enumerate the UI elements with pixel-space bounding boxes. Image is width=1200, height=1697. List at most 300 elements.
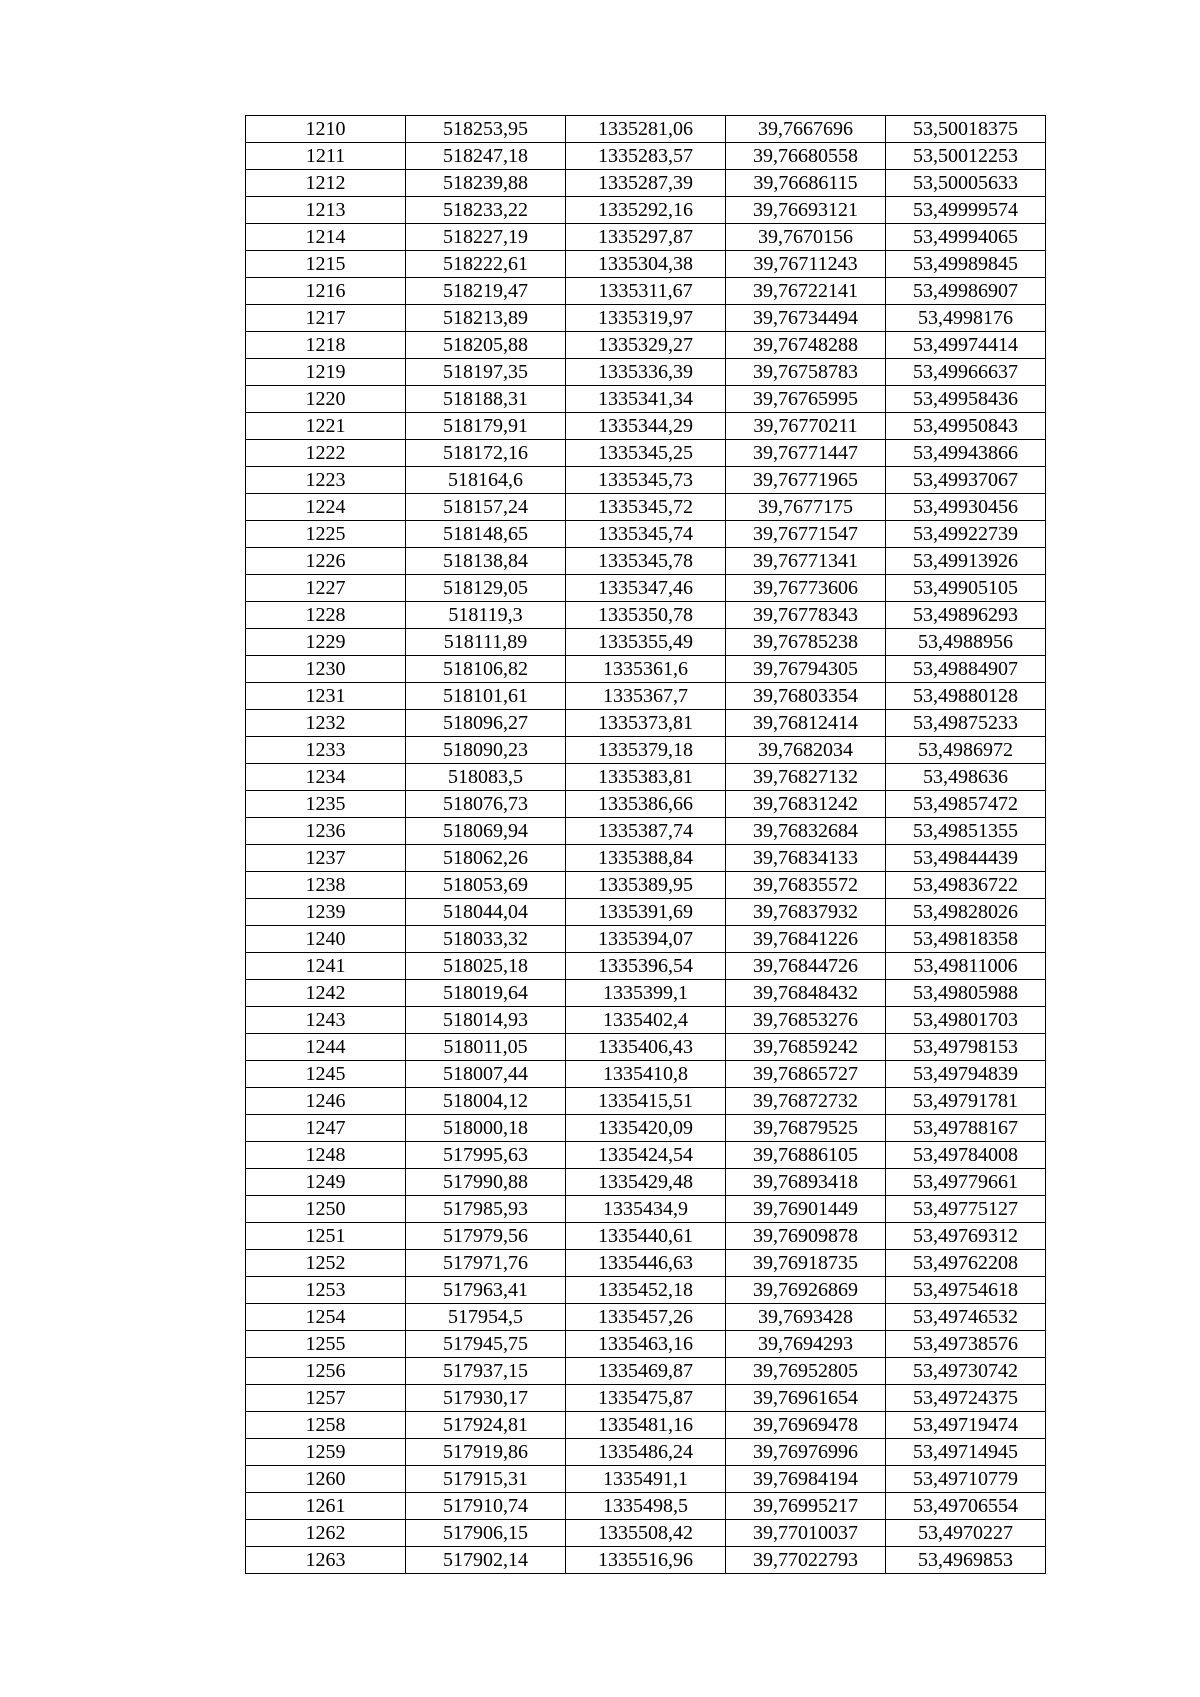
x-coordinate-cell: 517902,14 [406, 1547, 566, 1574]
latitude-cell: 53,49769312 [886, 1223, 1046, 1250]
x-coordinate-cell: 517990,88 [406, 1169, 566, 1196]
longitude-cell: 39,76969478 [726, 1412, 886, 1439]
point-number-cell: 1254 [246, 1304, 406, 1331]
longitude-cell: 39,76831242 [726, 791, 886, 818]
x-coordinate-cell: 518219,47 [406, 278, 566, 305]
y-coordinate-cell: 1335399,1 [566, 980, 726, 1007]
table-row [246, 926, 1046, 953]
latitude-cell: 53,49794839 [886, 1061, 1046, 1088]
x-coordinate-cell: 518213,89 [406, 305, 566, 332]
latitude-cell: 53,49788167 [886, 1115, 1046, 1142]
longitude-cell: 39,76872732 [726, 1088, 886, 1115]
longitude-cell: 39,76770211 [726, 413, 886, 440]
point-number-cell: 1226 [246, 548, 406, 575]
longitude-cell: 39,76952805 [726, 1358, 886, 1385]
latitude-cell: 53,49714945 [886, 1439, 1046, 1466]
table-row [246, 683, 1046, 710]
y-coordinate-cell: 1335420,09 [566, 1115, 726, 1142]
point-number-cell: 1227 [246, 575, 406, 602]
x-coordinate-cell: 517915,31 [406, 1466, 566, 1493]
x-coordinate-cell: 517906,15 [406, 1520, 566, 1547]
longitude-cell: 39,7667696 [726, 116, 886, 143]
longitude-cell: 39,76773606 [726, 575, 886, 602]
latitude-cell: 53,49724375 [886, 1385, 1046, 1412]
latitude-cell: 53,49798153 [886, 1034, 1046, 1061]
longitude-cell: 39,76909878 [726, 1223, 886, 1250]
point-number-cell: 1239 [246, 899, 406, 926]
point-number-cell: 1234 [246, 764, 406, 791]
x-coordinate-cell: 518239,88 [406, 170, 566, 197]
longitude-cell: 39,76918735 [726, 1250, 886, 1277]
latitude-cell: 53,49922739 [886, 521, 1046, 548]
y-coordinate-cell: 1335379,18 [566, 737, 726, 764]
table-row [246, 1412, 1046, 1439]
x-coordinate-cell: 517924,81 [406, 1412, 566, 1439]
longitude-cell: 39,76926869 [726, 1277, 886, 1304]
table-row [246, 305, 1046, 332]
table-row [246, 1196, 1046, 1223]
y-coordinate-cell: 1335475,87 [566, 1385, 726, 1412]
latitude-cell: 53,498636 [886, 764, 1046, 791]
latitude-cell: 53,49974414 [886, 332, 1046, 359]
point-number-cell: 1225 [246, 521, 406, 548]
latitude-cell: 53,50018375 [886, 116, 1046, 143]
point-number-cell: 1245 [246, 1061, 406, 1088]
y-coordinate-cell: 1335283,57 [566, 143, 726, 170]
latitude-cell: 53,49754618 [886, 1277, 1046, 1304]
longitude-cell: 39,76693121 [726, 197, 886, 224]
point-number-cell: 1211 [246, 143, 406, 170]
y-coordinate-cell: 1335516,96 [566, 1547, 726, 1574]
latitude-cell: 53,49746532 [886, 1304, 1046, 1331]
table-row [246, 1007, 1046, 1034]
point-number-cell: 1249 [246, 1169, 406, 1196]
latitude-cell: 53,49857472 [886, 791, 1046, 818]
x-coordinate-cell: 517963,41 [406, 1277, 566, 1304]
y-coordinate-cell: 1335429,48 [566, 1169, 726, 1196]
x-coordinate-cell: 518101,61 [406, 683, 566, 710]
point-number-cell: 1251 [246, 1223, 406, 1250]
latitude-cell: 53,49930456 [886, 494, 1046, 521]
table-row [246, 602, 1046, 629]
longitude-cell: 39,76734494 [726, 305, 886, 332]
longitude-cell: 39,7682034 [726, 737, 886, 764]
point-number-cell: 1243 [246, 1007, 406, 1034]
x-coordinate-cell: 518188,31 [406, 386, 566, 413]
latitude-cell: 53,49791781 [886, 1088, 1046, 1115]
coordinates-table [245, 115, 1046, 1574]
y-coordinate-cell: 1335387,74 [566, 818, 726, 845]
table-row [246, 1223, 1046, 1250]
y-coordinate-cell: 1335345,73 [566, 467, 726, 494]
latitude-cell: 53,4986972 [886, 737, 1046, 764]
y-coordinate-cell: 1335481,16 [566, 1412, 726, 1439]
y-coordinate-cell: 1335345,72 [566, 494, 726, 521]
y-coordinate-cell: 1335341,34 [566, 386, 726, 413]
y-coordinate-cell: 1335345,74 [566, 521, 726, 548]
latitude-cell: 53,49762208 [886, 1250, 1046, 1277]
x-coordinate-cell: 518222,61 [406, 251, 566, 278]
latitude-cell: 53,49880128 [886, 683, 1046, 710]
x-coordinate-cell: 518164,6 [406, 467, 566, 494]
latitude-cell: 53,4969853 [886, 1547, 1046, 1574]
table-row [246, 494, 1046, 521]
table-row [246, 251, 1046, 278]
y-coordinate-cell: 1335486,24 [566, 1439, 726, 1466]
point-number-cell: 1244 [246, 1034, 406, 1061]
longitude-cell: 39,76812414 [726, 710, 886, 737]
y-coordinate-cell: 1335345,25 [566, 440, 726, 467]
y-coordinate-cell: 1335347,46 [566, 575, 726, 602]
y-coordinate-cell: 1335491,1 [566, 1466, 726, 1493]
point-number-cell: 1253 [246, 1277, 406, 1304]
point-number-cell: 1230 [246, 656, 406, 683]
latitude-cell: 53,49905105 [886, 575, 1046, 602]
latitude-cell: 53,49999574 [886, 197, 1046, 224]
latitude-cell: 53,49989845 [886, 251, 1046, 278]
point-number-cell: 1222 [246, 440, 406, 467]
latitude-cell: 53,49966637 [886, 359, 1046, 386]
latitude-cell: 53,49730742 [886, 1358, 1046, 1385]
table-row [246, 1088, 1046, 1115]
table-row [246, 1466, 1046, 1493]
table-row [246, 1061, 1046, 1088]
point-number-cell: 1221 [246, 413, 406, 440]
latitude-cell: 53,49805988 [886, 980, 1046, 1007]
x-coordinate-cell: 518129,05 [406, 575, 566, 602]
latitude-cell: 53,49851355 [886, 818, 1046, 845]
y-coordinate-cell: 1335386,66 [566, 791, 726, 818]
point-number-cell: 1236 [246, 818, 406, 845]
table-row [246, 980, 1046, 1007]
point-number-cell: 1262 [246, 1520, 406, 1547]
latitude-cell: 53,50005633 [886, 170, 1046, 197]
x-coordinate-cell: 518053,69 [406, 872, 566, 899]
point-number-cell: 1241 [246, 953, 406, 980]
y-coordinate-cell: 1335498,5 [566, 1493, 726, 1520]
longitude-cell: 39,76778343 [726, 602, 886, 629]
y-coordinate-cell: 1335457,26 [566, 1304, 726, 1331]
x-coordinate-cell: 518062,26 [406, 845, 566, 872]
table-row [246, 521, 1046, 548]
latitude-cell: 53,49994065 [886, 224, 1046, 251]
latitude-cell: 53,49775127 [886, 1196, 1046, 1223]
longitude-cell: 39,76785238 [726, 629, 886, 656]
longitude-cell: 39,7677175 [726, 494, 886, 521]
point-number-cell: 1212 [246, 170, 406, 197]
y-coordinate-cell: 1335373,81 [566, 710, 726, 737]
table-row [246, 332, 1046, 359]
latitude-cell: 53,4998176 [886, 305, 1046, 332]
point-number-cell: 1235 [246, 791, 406, 818]
longitude-cell: 39,76771547 [726, 521, 886, 548]
table-row [246, 1142, 1046, 1169]
longitude-cell: 39,76853276 [726, 1007, 886, 1034]
x-coordinate-cell: 518014,93 [406, 1007, 566, 1034]
y-coordinate-cell: 1335319,97 [566, 305, 726, 332]
y-coordinate-cell: 1335344,29 [566, 413, 726, 440]
y-coordinate-cell: 1335350,78 [566, 602, 726, 629]
point-number-cell: 1256 [246, 1358, 406, 1385]
latitude-cell: 53,49738576 [886, 1331, 1046, 1358]
latitude-cell: 53,50012253 [886, 143, 1046, 170]
point-number-cell: 1229 [246, 629, 406, 656]
point-number-cell: 1213 [246, 197, 406, 224]
point-number-cell: 1260 [246, 1466, 406, 1493]
point-number-cell: 1215 [246, 251, 406, 278]
x-coordinate-cell: 517910,74 [406, 1493, 566, 1520]
table-row [246, 1034, 1046, 1061]
point-number-cell: 1247 [246, 1115, 406, 1142]
latitude-cell: 53,49779661 [886, 1169, 1046, 1196]
table-row [246, 1520, 1046, 1547]
table-row [246, 224, 1046, 251]
latitude-cell: 53,49913926 [886, 548, 1046, 575]
latitude-cell: 53,49784008 [886, 1142, 1046, 1169]
x-coordinate-cell: 518119,3 [406, 602, 566, 629]
latitude-cell: 53,49801703 [886, 1007, 1046, 1034]
x-coordinate-cell: 517930,17 [406, 1385, 566, 1412]
x-coordinate-cell: 518000,18 [406, 1115, 566, 1142]
longitude-cell: 39,76848432 [726, 980, 886, 1007]
point-number-cell: 1246 [246, 1088, 406, 1115]
point-number-cell: 1233 [246, 737, 406, 764]
longitude-cell: 39,76837932 [726, 899, 886, 926]
x-coordinate-cell: 517971,76 [406, 1250, 566, 1277]
point-number-cell: 1257 [246, 1385, 406, 1412]
y-coordinate-cell: 1335394,07 [566, 926, 726, 953]
coordinates-table-body [246, 116, 1046, 1574]
table-row [246, 1358, 1046, 1385]
y-coordinate-cell: 1335329,27 [566, 332, 726, 359]
table-row [246, 1304, 1046, 1331]
longitude-cell: 39,76827132 [726, 764, 886, 791]
y-coordinate-cell: 1335410,8 [566, 1061, 726, 1088]
point-number-cell: 1259 [246, 1439, 406, 1466]
point-number-cell: 1228 [246, 602, 406, 629]
table-row [246, 1493, 1046, 1520]
latitude-cell: 53,49896293 [886, 602, 1046, 629]
table-row [246, 1115, 1046, 1142]
longitude-cell: 39,76865727 [726, 1061, 886, 1088]
y-coordinate-cell: 1335406,43 [566, 1034, 726, 1061]
y-coordinate-cell: 1335391,69 [566, 899, 726, 926]
latitude-cell: 53,49710779 [886, 1466, 1046, 1493]
x-coordinate-cell: 518148,65 [406, 521, 566, 548]
table-row [246, 1439, 1046, 1466]
table-row [246, 575, 1046, 602]
table-row [246, 629, 1046, 656]
table-row [246, 953, 1046, 980]
x-coordinate-cell: 518111,89 [406, 629, 566, 656]
longitude-cell: 39,7693428 [726, 1304, 886, 1331]
x-coordinate-cell: 518044,04 [406, 899, 566, 926]
y-coordinate-cell: 1335336,39 [566, 359, 726, 386]
table-row [246, 143, 1046, 170]
y-coordinate-cell: 1335311,67 [566, 278, 726, 305]
table-row [246, 1547, 1046, 1574]
longitude-cell: 39,76995217 [726, 1493, 886, 1520]
y-coordinate-cell: 1335388,84 [566, 845, 726, 872]
longitude-cell: 39,76841226 [726, 926, 886, 953]
x-coordinate-cell: 517937,15 [406, 1358, 566, 1385]
y-coordinate-cell: 1335281,06 [566, 116, 726, 143]
point-number-cell: 1231 [246, 683, 406, 710]
point-number-cell: 1210 [246, 116, 406, 143]
y-coordinate-cell: 1335508,42 [566, 1520, 726, 1547]
latitude-cell: 53,49844439 [886, 845, 1046, 872]
x-coordinate-cell: 518247,18 [406, 143, 566, 170]
y-coordinate-cell: 1335452,18 [566, 1277, 726, 1304]
y-coordinate-cell: 1335297,87 [566, 224, 726, 251]
longitude-cell: 39,76976996 [726, 1439, 886, 1466]
latitude-cell: 53,49828026 [886, 899, 1046, 926]
x-coordinate-cell: 518227,19 [406, 224, 566, 251]
x-coordinate-cell: 518069,94 [406, 818, 566, 845]
y-coordinate-cell: 1335304,38 [566, 251, 726, 278]
table-row [246, 656, 1046, 683]
y-coordinate-cell: 1335446,63 [566, 1250, 726, 1277]
x-coordinate-cell: 518233,22 [406, 197, 566, 224]
longitude-cell: 39,76748288 [726, 332, 886, 359]
x-coordinate-cell: 518179,91 [406, 413, 566, 440]
y-coordinate-cell: 1335402,4 [566, 1007, 726, 1034]
table-row [246, 386, 1046, 413]
latitude-cell: 53,49937067 [886, 467, 1046, 494]
x-coordinate-cell: 517919,86 [406, 1439, 566, 1466]
longitude-cell: 39,76680558 [726, 143, 886, 170]
longitude-cell: 39,76844726 [726, 953, 886, 980]
longitude-cell: 39,76771341 [726, 548, 886, 575]
latitude-cell: 53,49943866 [886, 440, 1046, 467]
latitude-cell: 53,49884907 [886, 656, 1046, 683]
longitude-cell: 39,76686115 [726, 170, 886, 197]
longitude-cell: 39,76771447 [726, 440, 886, 467]
x-coordinate-cell: 518096,27 [406, 710, 566, 737]
point-number-cell: 1263 [246, 1547, 406, 1574]
point-number-cell: 1248 [246, 1142, 406, 1169]
point-number-cell: 1238 [246, 872, 406, 899]
point-number-cell: 1219 [246, 359, 406, 386]
latitude-cell: 53,4988956 [886, 629, 1046, 656]
longitude-cell: 39,76803354 [726, 683, 886, 710]
latitude-cell: 53,49836722 [886, 872, 1046, 899]
longitude-cell: 39,76879525 [726, 1115, 886, 1142]
point-number-cell: 1242 [246, 980, 406, 1007]
longitude-cell: 39,76961654 [726, 1385, 886, 1412]
table-row [246, 764, 1046, 791]
y-coordinate-cell: 1335463,16 [566, 1331, 726, 1358]
x-coordinate-cell: 517954,5 [406, 1304, 566, 1331]
x-coordinate-cell: 518019,64 [406, 980, 566, 1007]
x-coordinate-cell: 518083,5 [406, 764, 566, 791]
table-row [246, 872, 1046, 899]
longitude-cell: 39,76835572 [726, 872, 886, 899]
point-number-cell: 1217 [246, 305, 406, 332]
longitude-cell: 39,76834133 [726, 845, 886, 872]
point-number-cell: 1214 [246, 224, 406, 251]
latitude-cell: 53,49818358 [886, 926, 1046, 953]
x-coordinate-cell: 517945,75 [406, 1331, 566, 1358]
table-row [246, 845, 1046, 872]
y-coordinate-cell: 1335424,54 [566, 1142, 726, 1169]
x-coordinate-cell: 518025,18 [406, 953, 566, 980]
table-row [246, 1250, 1046, 1277]
y-coordinate-cell: 1335367,7 [566, 683, 726, 710]
longitude-cell: 39,77022793 [726, 1547, 886, 1574]
point-number-cell: 1240 [246, 926, 406, 953]
table-row [246, 197, 1046, 224]
longitude-cell: 39,76794305 [726, 656, 886, 683]
x-coordinate-cell: 518004,12 [406, 1088, 566, 1115]
table-row [246, 710, 1046, 737]
longitude-cell: 39,76832684 [726, 818, 886, 845]
longitude-cell: 39,76886105 [726, 1142, 886, 1169]
table-row [246, 359, 1046, 386]
latitude-cell: 53,49958436 [886, 386, 1046, 413]
y-coordinate-cell: 1335415,51 [566, 1088, 726, 1115]
x-coordinate-cell: 518033,32 [406, 926, 566, 953]
x-coordinate-cell: 517985,93 [406, 1196, 566, 1223]
x-coordinate-cell: 518090,23 [406, 737, 566, 764]
point-number-cell: 1216 [246, 278, 406, 305]
y-coordinate-cell: 1335292,16 [566, 197, 726, 224]
table-row [246, 440, 1046, 467]
x-coordinate-cell: 517979,56 [406, 1223, 566, 1250]
y-coordinate-cell: 1335469,87 [566, 1358, 726, 1385]
latitude-cell: 53,4970227 [886, 1520, 1046, 1547]
table-row [246, 899, 1046, 926]
latitude-cell: 53,49875233 [886, 710, 1046, 737]
point-number-cell: 1223 [246, 467, 406, 494]
longitude-cell: 39,7670156 [726, 224, 886, 251]
latitude-cell: 53,49811006 [886, 953, 1046, 980]
y-coordinate-cell: 1335440,61 [566, 1223, 726, 1250]
table-row [246, 116, 1046, 143]
latitude-cell: 53,49950843 [886, 413, 1046, 440]
point-number-cell: 1250 [246, 1196, 406, 1223]
x-coordinate-cell: 518076,73 [406, 791, 566, 818]
longitude-cell: 39,76711243 [726, 251, 886, 278]
x-coordinate-cell: 518253,95 [406, 116, 566, 143]
table-row [246, 413, 1046, 440]
longitude-cell: 39,76859242 [726, 1034, 886, 1061]
x-coordinate-cell: 518007,44 [406, 1061, 566, 1088]
latitude-cell: 53,49719474 [886, 1412, 1046, 1439]
table-row [246, 1385, 1046, 1412]
point-number-cell: 1252 [246, 1250, 406, 1277]
y-coordinate-cell: 1335355,49 [566, 629, 726, 656]
x-coordinate-cell: 518011,05 [406, 1034, 566, 1061]
table-row [246, 818, 1046, 845]
table-row [246, 1331, 1046, 1358]
table-row [246, 791, 1046, 818]
longitude-cell: 39,76722141 [726, 278, 886, 305]
x-coordinate-cell: 518197,35 [406, 359, 566, 386]
point-number-cell: 1261 [246, 1493, 406, 1520]
longitude-cell: 39,76893418 [726, 1169, 886, 1196]
point-number-cell: 1255 [246, 1331, 406, 1358]
point-number-cell: 1218 [246, 332, 406, 359]
table-row [246, 170, 1046, 197]
point-number-cell: 1224 [246, 494, 406, 521]
table-row [246, 1169, 1046, 1196]
x-coordinate-cell: 517995,63 [406, 1142, 566, 1169]
y-coordinate-cell: 1335287,39 [566, 170, 726, 197]
x-coordinate-cell: 518138,84 [406, 548, 566, 575]
table-row [246, 278, 1046, 305]
y-coordinate-cell: 1335434,9 [566, 1196, 726, 1223]
